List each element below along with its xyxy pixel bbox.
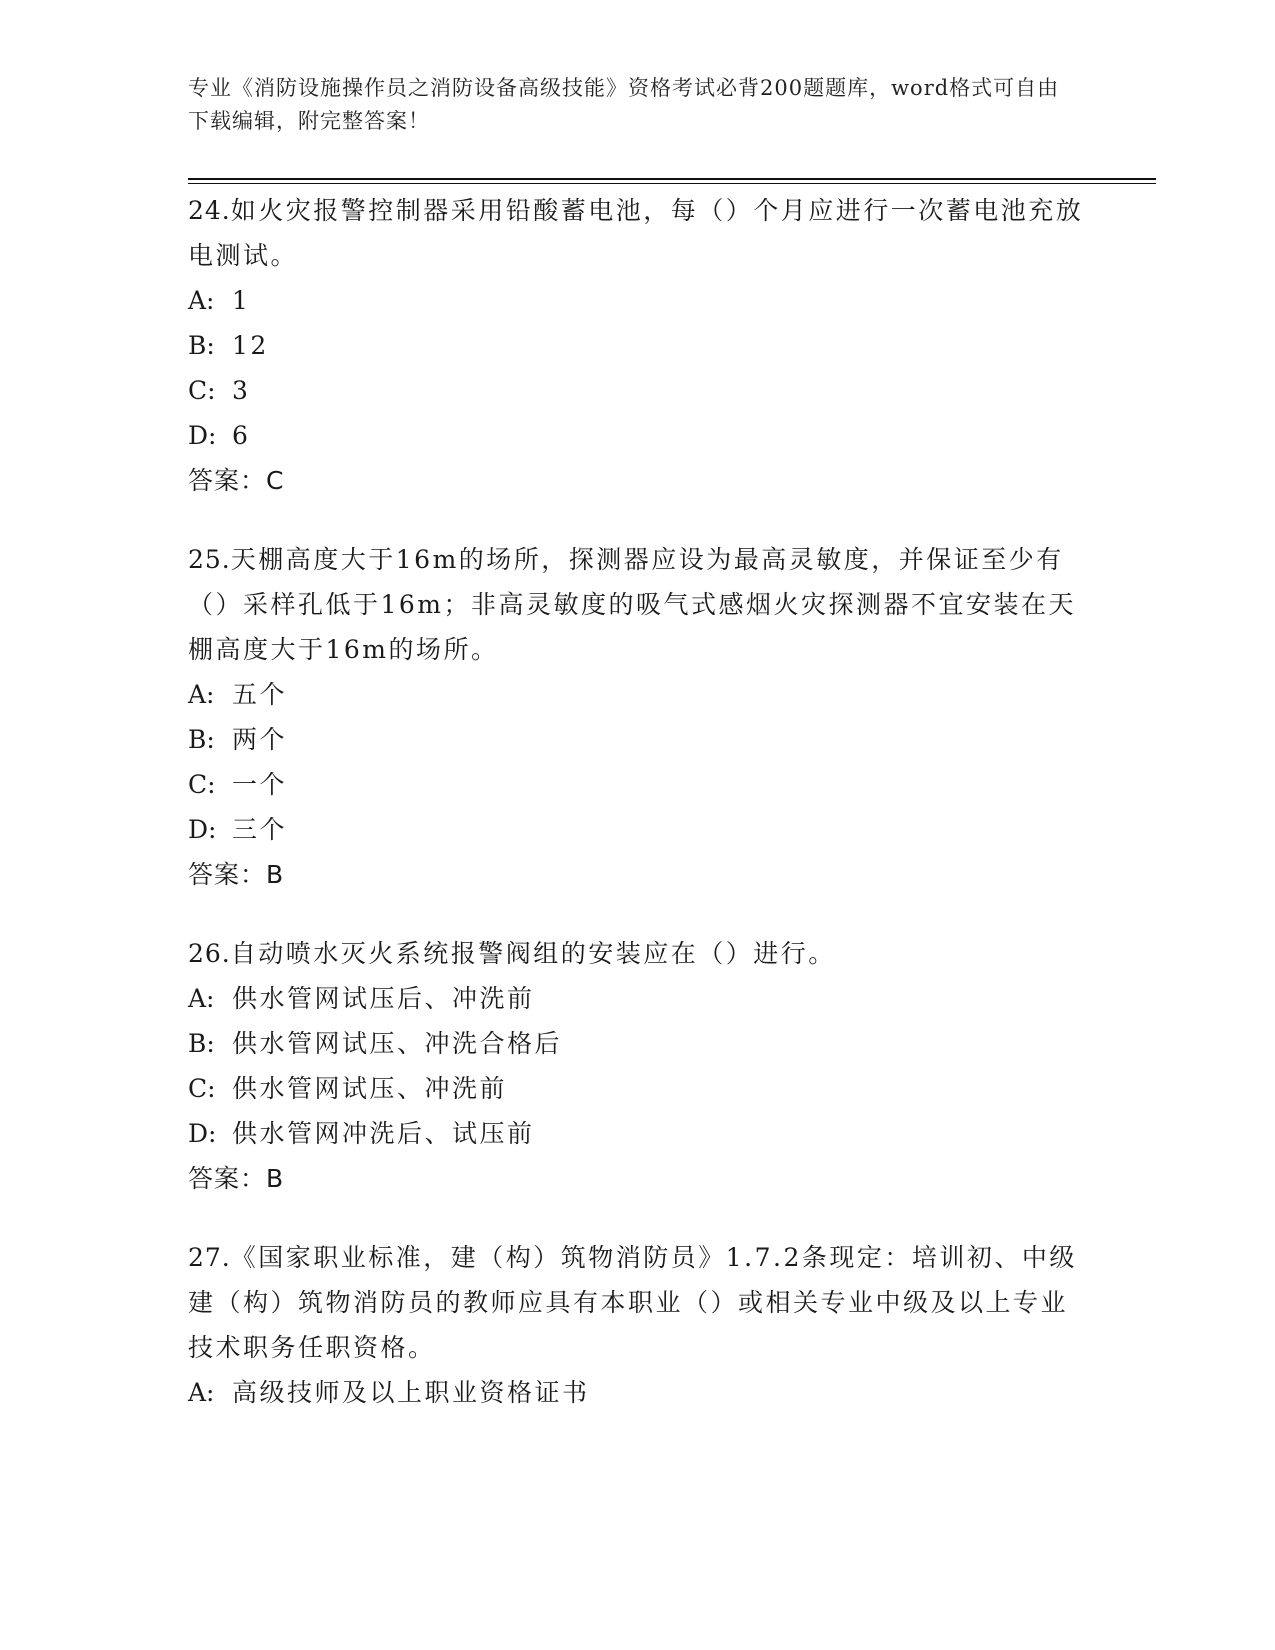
answer-line: 答案：B	[188, 1164, 285, 1193]
option-d	[188, 1111, 1088, 1156]
question-24	[188, 188, 1088, 503]
option-a	[188, 278, 1088, 323]
option-text: 供水管网冲洗后、试压前	[232, 1119, 535, 1148]
option-text: 高级技师及以上职业资格证书	[232, 1378, 590, 1407]
option-a	[188, 976, 1088, 1021]
option-text: 两个	[232, 725, 288, 754]
question-26	[188, 931, 1088, 1201]
option-key: D:	[188, 815, 217, 844]
option-text: 供水管网试压、冲洗合格后	[232, 1029, 563, 1058]
document-header: 专业《消防设施操作员之消防设备高级技能》资格考试必背200题题库，word格式可自由下载编辑，附完整答案！	[188, 76, 1060, 133]
option-b	[188, 717, 1088, 762]
option-text: 供水管网试压、冲洗前	[232, 1074, 508, 1103]
option-key: A:	[188, 984, 215, 1013]
option-b	[188, 323, 1088, 368]
answer-line: 答案：C	[188, 466, 285, 495]
question-number: 27.	[188, 1243, 231, 1272]
option-text: 3	[232, 376, 251, 405]
answer-line: 答案：B	[188, 860, 285, 889]
option-key: C:	[188, 770, 216, 799]
header-rule-thick	[188, 178, 1156, 180]
question-number: 25.	[188, 545, 231, 574]
option-key: A:	[188, 1378, 215, 1407]
question-number: 24.	[188, 196, 231, 225]
option-key: C:	[188, 376, 216, 405]
option-key: C:	[188, 1074, 216, 1103]
option-text: 五个	[232, 680, 288, 709]
option-c	[188, 368, 1088, 413]
option-c	[188, 1066, 1088, 1111]
option-key: B:	[188, 331, 215, 360]
question-text: 如火灾报警控制器采用铅酸蓄电池，每（）个月应进行一次蓄电池充放电测试。	[188, 196, 1084, 270]
option-d	[188, 413, 1088, 458]
question-text: 自动喷水灭火系统报警阀组的安装应在（）进行。	[230, 939, 836, 968]
question-stem	[188, 188, 1088, 278]
option-text: 供水管网试压后、冲洗前	[232, 984, 535, 1013]
option-text: 6	[232, 421, 251, 450]
question-number: 26.	[188, 939, 231, 968]
option-c	[188, 762, 1088, 807]
option-key: A:	[188, 680, 215, 709]
option-key: D:	[188, 1119, 217, 1148]
option-d	[188, 807, 1088, 852]
question-list	[188, 188, 1088, 1449]
question-stem	[188, 931, 1088, 976]
header-rule-thin	[188, 183, 1156, 184]
question-25	[188, 537, 1088, 897]
option-a	[188, 672, 1088, 717]
question-27	[188, 1235, 1088, 1415]
option-text: 三个	[232, 815, 288, 844]
option-text: 12	[232, 331, 269, 360]
option-text: 一个	[232, 770, 288, 799]
option-key: D:	[188, 421, 217, 450]
option-key: A:	[188, 286, 215, 315]
question-text: 天棚高度大于16m的场所，探测器应设为最高灵敏度，并保证至少有（）采样孔低于16m；非高灵敏度的吸气式感烟火灾探测器不宜安装在天棚高度大于16m的场所。	[188, 545, 1077, 664]
option-a	[188, 1370, 1088, 1415]
option-text: 1	[232, 286, 251, 315]
question-text: 《国家职业标准，建（构）筑物消防员》1.7.2条现定：培训初、中级建（构）筑物消防员的教师应具有本职业（）或相关专业中级及以上专业技术职务任职资格。	[188, 1243, 1077, 1362]
option-key: B:	[188, 1029, 215, 1058]
option-b	[188, 1021, 1088, 1066]
question-stem	[188, 1235, 1088, 1370]
question-stem	[188, 537, 1088, 672]
option-key: B:	[188, 725, 215, 754]
